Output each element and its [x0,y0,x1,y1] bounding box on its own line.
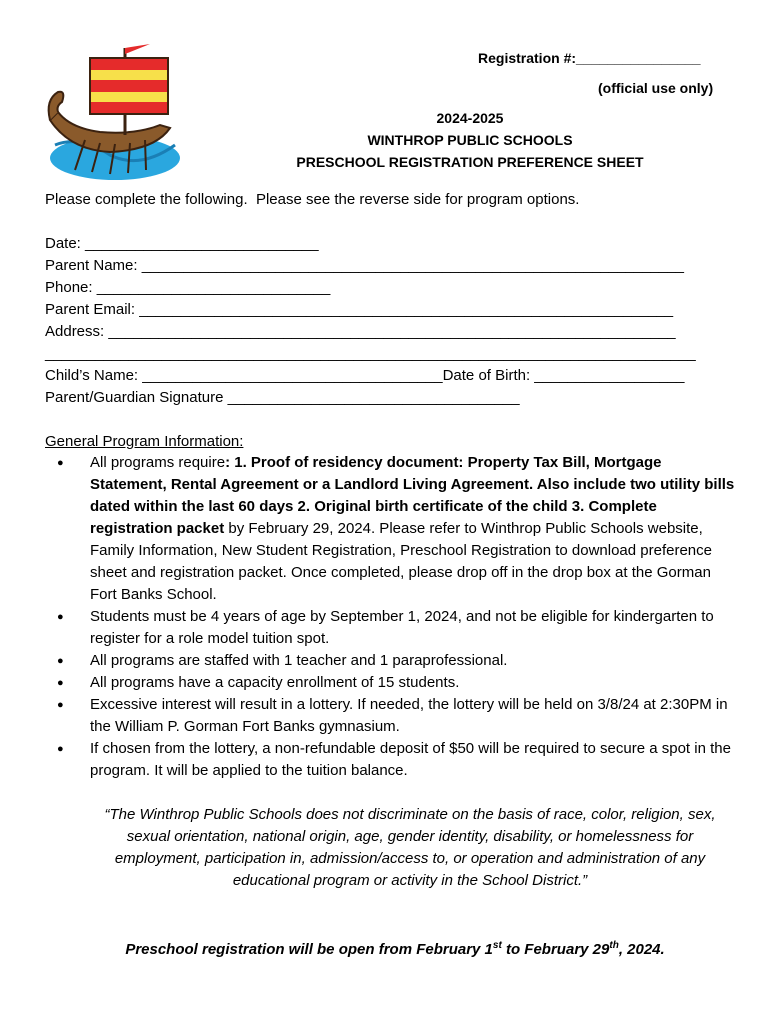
bullet1-deadline: by February 29, 2024. Please refer to Winthrop Public Schools website, Family Information, New Student Registration, Preschool Registration to download preference sheet and registration packet. Once completed, please drop off in the drop box at the Gorman Fort Banks School. [90,520,712,603]
list-item: ● All programs have a capacity enrollment of 15 students. [45,672,735,694]
closing-part3: , 2024. [618,941,665,958]
parent-name-field[interactable]: Parent Name: _________________________________________________________________ [45,257,684,274]
list-item: ● All programs are staffed with 1 teacher and 1 paraprofessional. [45,650,735,672]
nondiscrimination-statement: “The Winthrop Public Schools does not discriminate on the basis of race, color, religion, sex, sexual orientation, national origin, age, gender identity, disability, or homelessness for employment, participation in, admission/access to, or operation and administration of any educational program or activity in the School District.” [104,806,716,889]
date-of-birth-field[interactable]: Date of Birth: __________________ [442,367,685,384]
district-name: WINTHROP PUBLIC SCHOOLS [367,132,573,148]
child-name-field[interactable] [45,367,684,384]
address-field[interactable]: Address: ____________________________________________________________________ [45,323,676,340]
registration-number-label: Registration #:________________ [478,50,701,66]
general-info-heading: General Program Information: [45,433,244,450]
list-item [45,452,735,606]
closing-part2: to February 29 [501,941,610,958]
parent-email-field[interactable]: Parent Email: ________________________________________________________________ [45,301,674,318]
list-item: ● Students must be 4 years of age by September 1, 2024, and not be eligible for kindergarten to register for a role model tuition spot. [45,606,735,650]
instructions: Please complete the following. Please see the reverse side for program options. [45,191,580,208]
closing-sup2: th [609,940,619,951]
address-line2-field[interactable]: ______________________________________________________________________________ [45,345,696,362]
list-item: ● Excessive interest will result in a lottery. If needed, the lottery will be held on 3/8/24 at 2:30PM in the William P. Gorman Fort Banks gymnasium. [45,694,735,738]
closing-part1: Preschool registration will be open from February 1 [125,941,493,958]
signature-field[interactable]: Parent/Guardian Signature ___________________________________ [45,389,520,406]
registration-dates [0,940,770,958]
child-name-label: Child’s Name: ____________________________________ [45,367,443,384]
page-title: PRESCHOOL REGISTRATION PREFERENCE SHEET [296,154,644,170]
school-year: 2024-2025 [436,110,504,126]
phone-field[interactable]: Phone: ____________________________ [45,279,331,296]
general-info-list [45,452,735,782]
official-use-note: (official use only) [598,80,714,96]
date-field[interactable]: Date: ____________________________ [45,235,319,252]
bullet1-text: All programs require [90,454,226,471]
closing-sup1: st [492,940,502,951]
striped-sail [90,58,168,114]
list-item: ● If chosen from the lottery, a non-refundable deposit of $50 will be required to secure a spot in the program. It will be applied to the tuition balance. [45,738,735,782]
bullet1-requirements: : 1. Proof of residency document: Property Tax Bill, Mortgage Statement, Rental Agreement or a Landlord Living Agreement. Also include two utility bills dated within the last 60 days 2. Original birth certificate of the child 3. Complete registration packet [90,454,735,537]
